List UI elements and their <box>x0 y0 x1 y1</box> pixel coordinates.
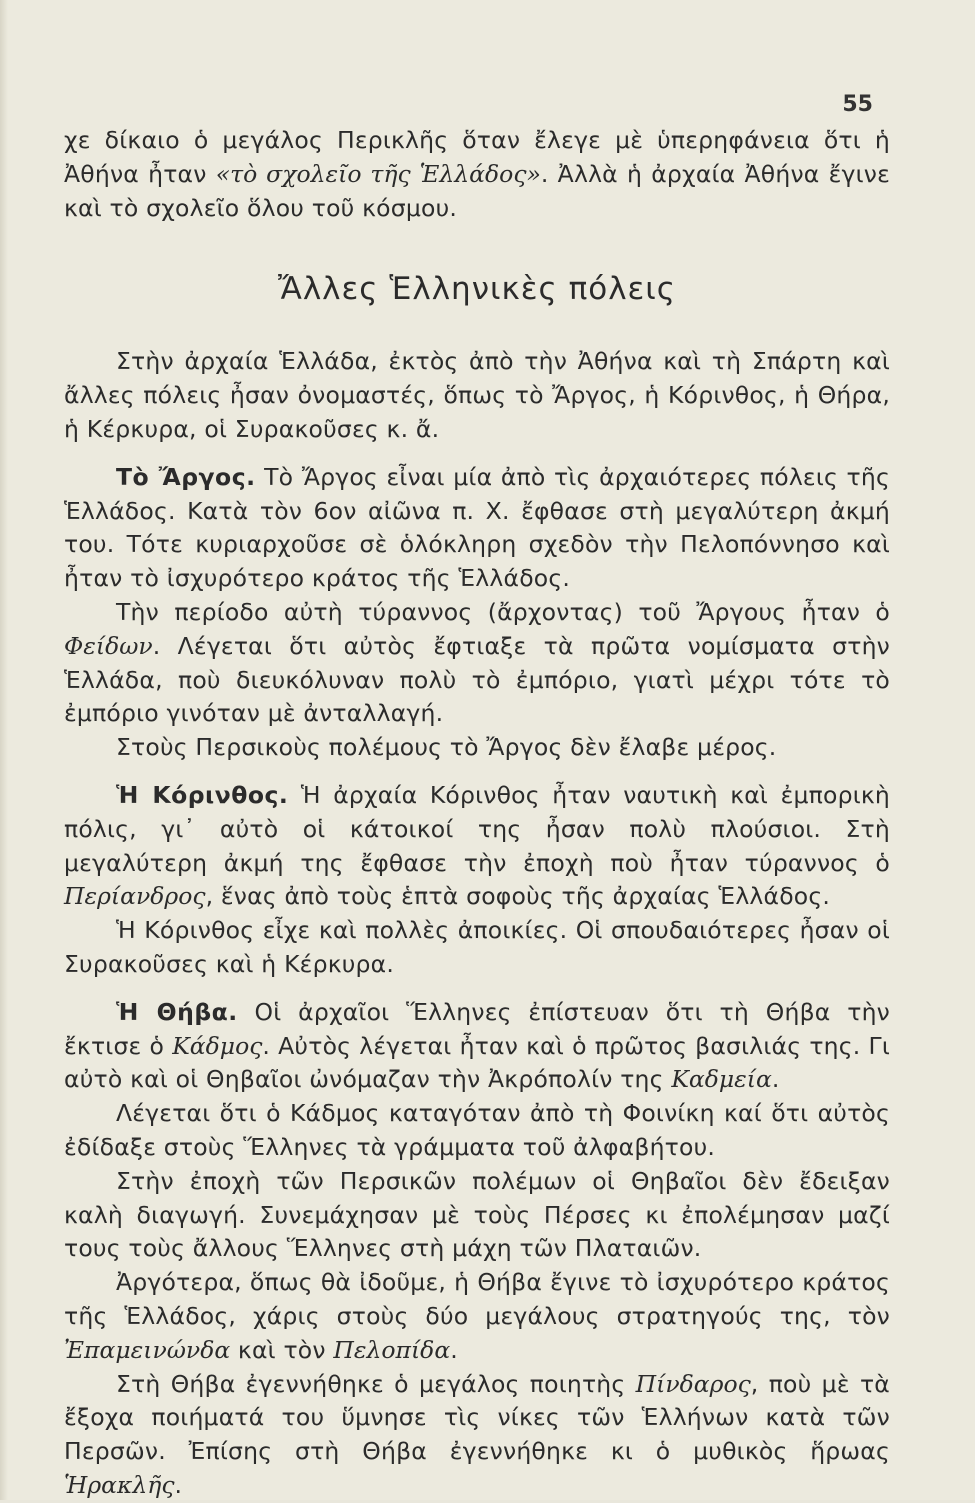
corinth-text-1a: Ἡ ἀρχαία Κόρινθος ἦταν ναυτικὴ καὶ ἐμπορικὴ πόλις, γι᾽ αὐτὸ οἱ κάτοικοί της ἦσαν πολὺ πλούσιοι. Στὴ μεγαλύτερη ἀκμή της ἔφθασε τὴν ἐποχὴ ποὺ ἦταν τύραννος ὁ <box>64 780 890 877</box>
argos-paragraph-3: Στοὺς Περσικοὺς πολέμους τὸ Ἄργος δὲν ἔλαβε μέρος. <box>116 733 777 762</box>
thebes-text-1c: . <box>771 1065 780 1094</box>
thebes-paragraph-1 <box>64 996 890 1097</box>
corinth-text-1b: , ἕνας ἀπὸ τοὺς ἑπτὰ σοφοὺς τῆς ἀρχαίας Ἑλλάδος. <box>205 882 831 911</box>
thebes-paragraph-4 <box>64 1266 890 1367</box>
thebes-name-epaminondas: Ἐπαμεινώνδα <box>64 1335 231 1364</box>
thebes-text-4b: . <box>450 1335 458 1364</box>
thebes-name-pelopidas: Πελοπίδα <box>333 1335 451 1364</box>
thebes-text-1b: . Αὐτὸς λέγεται ἦταν καὶ ὁ πρῶτος βασιλιάς της. Γι αὐτὸ καὶ οἱ Θηβαῖοι ὠνόμαζαν τὴν Ἀκρόπολίν της <box>64 1031 890 1094</box>
thebes-text-4mid: καὶ τὸν <box>230 1335 334 1364</box>
argos-title: Τὸ Ἄργος. <box>116 462 256 491</box>
argos-name-pheidon: Φείδων <box>64 631 153 660</box>
cities-paragraph: Στὴν ἀρχαία Ἑλλάδα, ἐκτὸς ἀπὸ τὴν Ἀθήνα καὶ τὴ Σπάρτη καὶ ἄλλες πόλεις ἦσαν ὀνομαστές, ὅπως τὸ Ἄργος, ἡ Κόρινθος, ἡ Θήρα, ἡ Κέρκυρα, οἱ Συρακοῦσες κ. ἄ. <box>64 347 890 443</box>
argos-paragraph-2 <box>64 596 890 731</box>
corinth-paragraph-1 <box>64 779 890 914</box>
argos-text-2b: . Λέγεται ὅτι αὐτὸς ἔφτιαξε τὰ πρῶτα νομίσματα στὴν Ἑλλάδα, ποὺ διευκόλυναν πολὺ τὸ ἐμπόριο, γιατὶ μέχρι τότε τὸ ἐμπόριο γινόταν μὲ ἀνταλλαγή. <box>64 631 890 728</box>
thebes-title: Ἡ Θήβα. <box>116 997 238 1026</box>
thebes-text-5a: Στὴ Θήβα ἐγεννήθηκε ὁ μεγάλος ποιητὴς <box>116 1369 636 1398</box>
thebes-name-kadmeia: Καδμεία <box>671 1065 772 1094</box>
intro-text-2: . Ἀλλὰ ἡ ἀρχαία Ἀθήνα ἔγινε καὶ τὸ σχολεῖο ὅλου τοῦ κόσμου. <box>64 159 890 222</box>
thebes-name-pindaros: Πίνδαρος <box>635 1369 751 1398</box>
argos-paragraph-1 <box>64 461 890 596</box>
intro-paragraph <box>64 124 890 225</box>
argos-text-1: Τὸ Ἄργος εἶναι μία ἀπὸ τὶς ἀρχαιότερες πόλεις τῆς Ἑλλάδος. Κατὰ τὸν 6ον αἰῶνα π. Χ. ἔφθασε στὴ μεγαλύτερη ἀκμή του. Τότε κυριαρχοῦσε σὲ ὁλόκληρη σχεδὸν τὴν Πελοπόννησο καὶ ἦταν τὸ ἰσχυρότερο κράτος τῆς Ἑλλάδος. <box>64 462 890 593</box>
intro-quote: «τὸ σχολεῖο τῆς Ἑλλάδος» <box>215 159 541 188</box>
corinth-title: Ἡ Κόρινθος. <box>116 780 289 809</box>
section-heading: Ἄλλες Ἑλληνικὲς πόλεις <box>277 271 676 308</box>
thebes-paragraph-2: Λέγεται ὅτι ὁ Κάδμος καταγόταν ἀπὸ τὴ Φοινίκη καί ὅτι αὐτὸς ἐδίδαξε στοὺς Ἕλληνες τὰ γράμματα τοῦ ἀλφαβήτου. <box>64 1099 890 1161</box>
thebes-paragraph-3: Στὴν ἐποχὴ τῶν Περσικῶν πολέμων οἱ Θηβαῖοι δὲν ἔδειξαν καλὴ διαγωγή. Συνεμάχησαν μὲ τοὺς Πέρσες κι ἐπολέμησαν μαζί τους τοὺς ἄλλους Ἕλληνες στὴ μάχη τῶν Πλαταιῶν. <box>64 1166 890 1263</box>
thebes-text-5c: . <box>174 1470 183 1499</box>
page-edge-shadow <box>0 0 8 1500</box>
thebes-text-1a: Οἱ ἀρχαῖοι Ἕλληνες ἐπίστευαν ὅτι τὴ Θήβα τὴν ἔκτισε ὁ <box>64 997 890 1060</box>
thebes-name-herakles: Ἡρακλῆς <box>64 1470 175 1499</box>
thebes-text-4a: Ἀργότερα, ὅπως θὰ ἰδοῦμε, ἡ Θήβα ἔγινε τὸ ἰσχυρότερο κράτος τῆς Ἑλλάδος, χάρις στοὺς δύο μεγάλους στρατηγούς της, τὸν <box>64 1268 890 1330</box>
argos-text-2a: Τὴν περίοδο αὐτὴ τύραννος (ἄρχοντας) τοῦ Ἄργους ἦταν ὁ <box>116 597 890 626</box>
body-text <box>64 124 890 1503</box>
thebes-paragraph-5 <box>64 1368 890 1503</box>
intro-text-1: χε δίκαιο ὁ μεγάλος Περικλῆς ὅταν ἔλεγε μὲ ὑπερηφάνεια ὅτι ἡ Ἀθήνα ἦταν <box>64 126 890 188</box>
corinth-paragraph-2: Ἡ Κόρινθος εἶχε καὶ πολλὲς ἀποικίες. Οἱ σπουδαιότερες ἦσαν οἱ Συρακοῦσες καὶ ἡ Κέρκυρα. <box>64 916 890 978</box>
thebes-name-kadmos: Κάδμος <box>172 1031 263 1060</box>
page-number: 55 <box>842 92 873 117</box>
thebes-text-5b: , ποὺ μὲ τὰ ἔξοχα ποιήματά του ὕμνησε τὶς νίκες τῶν Ἑλλήνων κατὰ τῶν Περσῶν. Ἐπίσης στὴ Θήβα ἐγεννήθηκε κι ὁ μυθικὸς ἥρωας <box>64 1369 891 1466</box>
corinth-name-periandros: Περίανδρος <box>64 882 206 911</box>
